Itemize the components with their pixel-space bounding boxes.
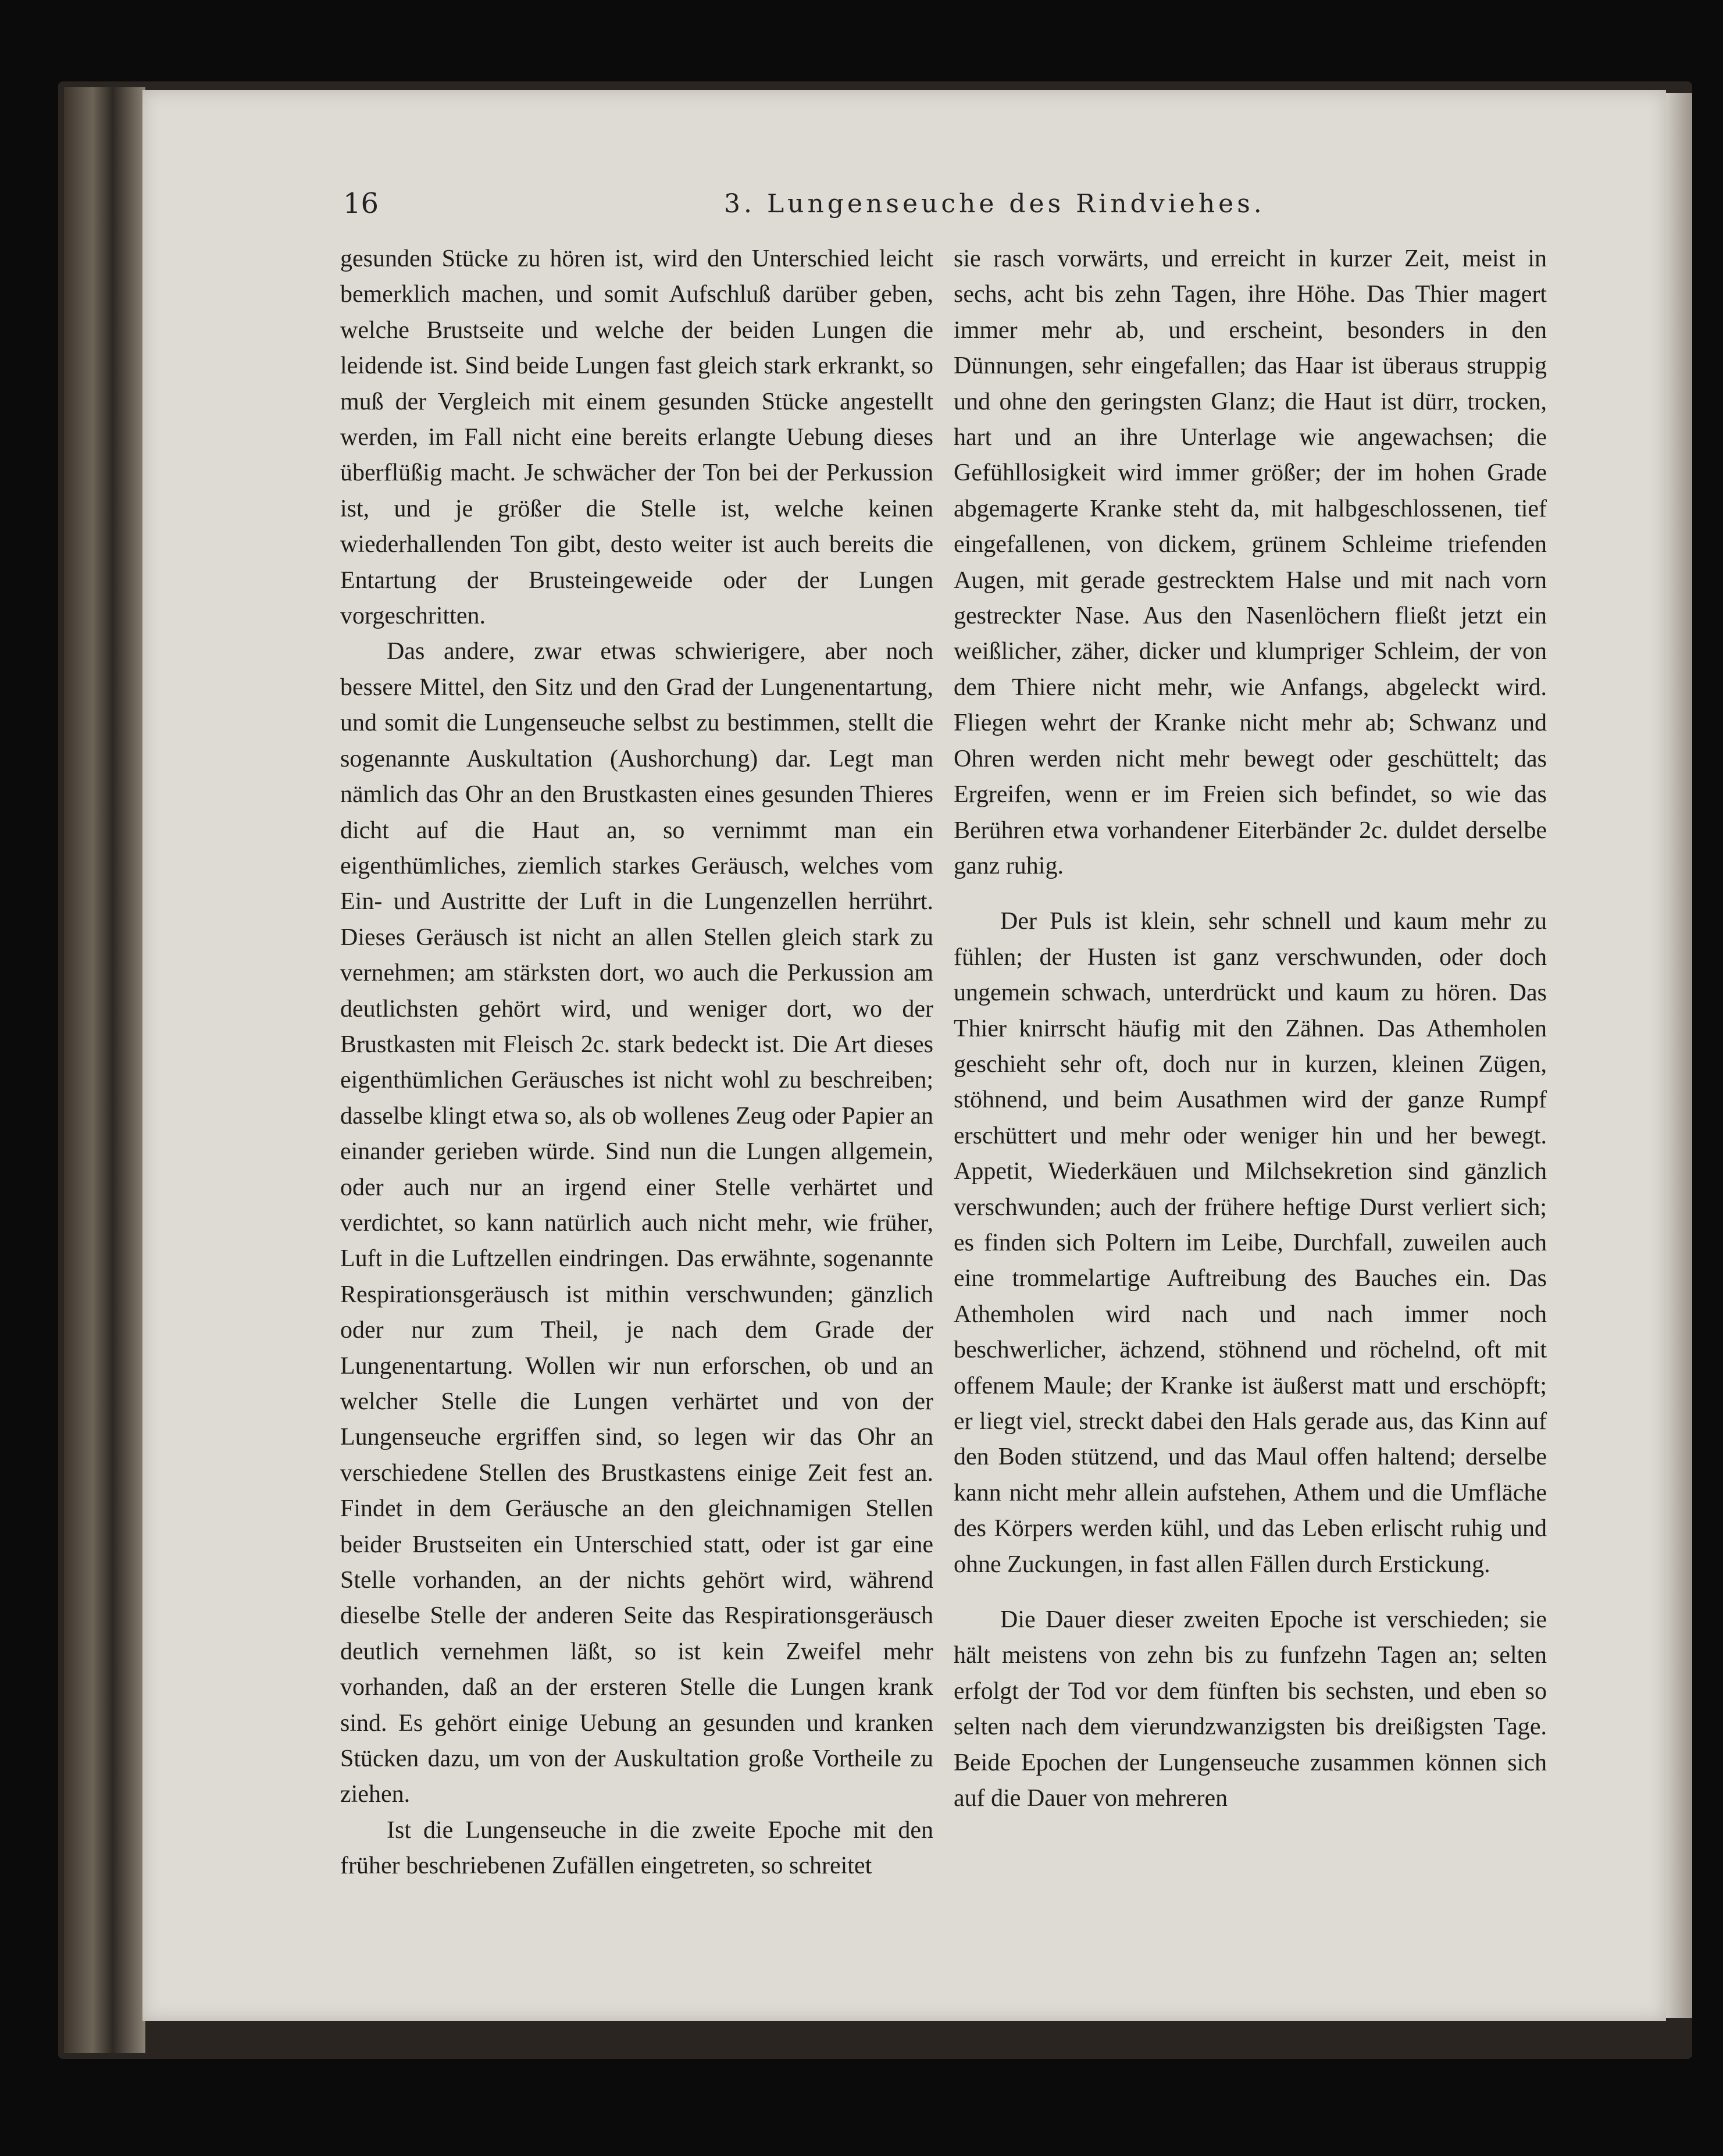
page-number: 16	[343, 187, 379, 220]
paragraph: Das andere, zwar etwas schwierigere, aber noch bessere Mittel, den Sitz und den Grad der Lungenentartung, und somit die Lungenseuche selbst zu bestimmen, stellt die sogenannte Auskultation (Aushorchung) dar. Legt man nämlich das Ohr an den Brustkasten eines gesunden Thieres dicht auf die Haut an, so vernimmt man ein eigenthümliches, ziemlich starkes Geräusch, welches vom Ein- und Austritte der Luft in die Lungenzellen herrührt. Dieses Geräusch ist nicht an allen Stellen gleich stark zu vernehmen; am stärksten dort, wo auch die Perkussion am deutlichsten gehört wird, und weniger dort, wo der Brustkasten mit Fleisch 2c. stark bedeckt ist. Die Art dieses eigenthümlichen Geräusches ist nicht wohl zu beschreiben; dasselbe klingt etwa so, als ob wollenes Zeug oder Papier an einander gerieben würde. Sind nun die Lungen allgemein, oder auch nur an irgend einer Stelle verhärtet und verdichtet, so kann natürlich auch nicht mehr, wie früher, Luft in die Luftzellen eindringen. Das erwähnte, sogenannte Respirationsgeräusch ist mithin verschwunden; gänzlich oder nur zum Theil, je nach dem Grade der Lungenentartung. Wollen wir nun erforschen, ob und an welcher Stelle die Lungen verhärtet und von der Lungenseuche ergriffen sind, so legen wir das Ohr an verschiedene Stellen des Brustkastens einige Zeit fest an. Findet in dem Geräusche an den gleichnamigen Stellen beider Brustseiten ein Unterschied statt, oder ist gar eine Stelle vorhanden, an der nichts gehört wird, während dieselbe Stelle der anderen Seite das Respirationsgeräusch deutlich vernehmen läßt, so ist kein Zweifel mehr vorhanden, daß an der ersteren Stelle die Lungen krank sind. Es gehört einige Uebung an gesunden und kranken Stücken dazu, um von der Auskultation große Vortheile zu ziehen.	[340, 638, 933, 1808]
running-head: 3. Lungenseuche des Rindviehes.	[724, 188, 1265, 219]
left-column	[340, 241, 933, 1884]
paragraph: Der Puls ist klein, sehr schnell und kaum mehr zu fühlen; der Husten ist ganz verschwunden, oder doch ungemein schwach, unterdrückt und kaum zu hören. Das Thier knirrscht häufig mit den Zähnen. Das Athemholen geschieht sehr oft, doch nur in kurzen, kleinen Zügen, stöhnend, und beim Ausathmen wird der ganze Rumpf erschüttert und mehr oder weniger hin und her bewegt. Appetit, Wiederkäuen und Milchsekretion sind gänzlich verschwunden; auch der frühere heftige Durst verliert sich; es finden sich Poltern im Leibe, Durchfall, zuweilen auch eine trommelartige Auftreibung des Bauches ein. Das Athemholen wird nach und nach immer noch beschwerlicher, ächzend, stöhnend und röchelnd, oft mit offenem Maule; der Kranke ist äußerst matt und erschöpft; er liegt viel, streckt dabei den Hals gerade aus, das Kinn auf den Boden stützend, und das Maul offen haltend; derselbe kann nicht mehr allein aufstehen, Athem und die Umfläche des Körpers werden kühl, und das Leben erlischt ruhig und ohne Zuckungen, in fast allen Fällen durch Erstickung.	[954, 908, 1547, 1578]
right-column	[954, 241, 1547, 1816]
paragraph: Ist die Lungenseuche in die zweite Epoche mit den früher beschriebenen Zufällen eingetreten, so schreitet	[340, 1816, 933, 1880]
paragraph: Die Dauer dieser zweiten Epoche ist verschieden; sie hält meistens von zehn bis zu funfzehn Tagen an; selten erfolgt der Tod vor dem fünften bis sechsten, und eben so selten nach dem vierundzwanzigsten bis dreißigsten Tage. Beide Epochen der Lungenseuche zusammen können sich auf die Dauer von mehreren	[954, 1606, 1547, 1812]
page-edge	[1666, 93, 1692, 2018]
paragraph: sie rasch vorwärts, und erreicht in kurzer Zeit, meist in sechs, acht bis zehn Tagen, ihre Höhe. Das Thier magert immer mehr ab, und erscheint, besonders in den Dünnungen, sehr eingefallen; das Haar ist überaus struppig und ohne den geringsten Glanz; die Haut ist dürr, trocken, hart und an ihre Unterlage wie angewachsen; die Gefühllosigkeit wird immer größer; der im hohen Grade abgemagerte Kranke steht da, mit halbgeschlossenen, tief eingefallenen, von dickem, grünem Schleime triefenden Augen, mit gerade gestrecktem Halse und mit nach vorn gestreckter Nase. Aus den Nasenlöchern fließt jetzt ein weißlicher, zäher, dicker und klumpriger Schleim, der von dem Thiere nicht mehr, wie Anfangs, abgeleckt wird. Fliegen wehrt der Kranke nicht mehr ab; Schwanz und Ohren werden nicht mehr bewegt oder geschüttelt; das Ergreifen, wenn er im Freien sich befindet, so wie das Berühren etwa vorhandener Eiterbänder 2c. duldet derselbe ganz ruhig.	[954, 245, 1547, 879]
book-spine	[64, 87, 145, 2053]
paragraph: gesunden Stücke zu hören ist, wird den Unterschied leicht bemerklich machen, und somit Aufschluß darüber geben, welche Brustseite und welche der beiden Lungen die leidende ist. Sind beide Lungen fast gleich stark erkrankt, so muß der Vergleich mit einem gesunden Stücke angestellt werden, im Fall nicht eine bereits erlangte Uebung dieses überflüßig macht. Je schwächer der Ton bei der Perkussion ist, und je größer die Stelle ist, welche keinen wiederhallenden Ton gibt, desto weiter ist auch bereits die Entartung der Brusteingeweide oder der Lungen vorgeschritten.	[340, 245, 933, 630]
